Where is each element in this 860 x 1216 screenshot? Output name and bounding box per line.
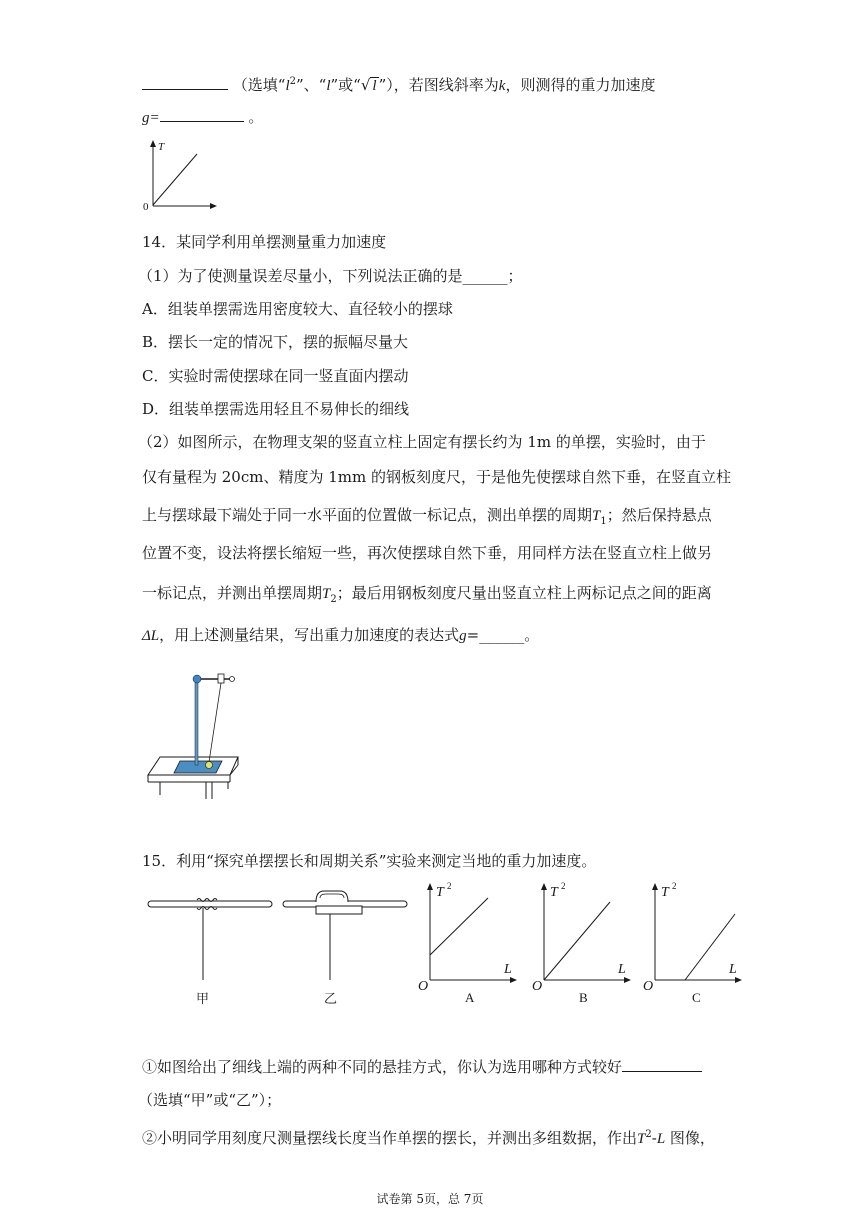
graph-y-label: T <box>158 141 165 153</box>
q14-option-d[interactable]: D．组装单摆需选用轻且不易伸长的细线 <box>142 400 410 418</box>
label-yi: 乙 <box>324 991 338 1006</box>
q14-part2-l6: ΔL，用上述测量结果，写出重力加速度的表达式g=______。 <box>142 626 540 644</box>
svg-text:O: O <box>643 979 654 994</box>
graph-a-label: A <box>465 990 475 1005</box>
graph-a <box>418 880 518 1005</box>
suspension-jia-figure <box>145 895 275 1010</box>
label-jia: 甲 <box>196 991 210 1006</box>
graph-c-label: C <box>692 990 701 1005</box>
q15-part1-l1: ①如图给出了细线上端的两种不同的悬挂方式，你认为选用哪种方式较好 <box>142 1057 702 1077</box>
suspension-yi-figure <box>280 885 410 1010</box>
answer-blank[interactable] <box>142 75 228 90</box>
svg-text:2: 2 <box>672 881 677 891</box>
svg-text:O: O <box>532 979 543 994</box>
q14-part2-l3: 上与摆球最下端处于同一水平面的位置做一标记点，测出单摆的周期$T_1$；然后保持悬点 <box>142 506 712 527</box>
q14-option-c[interactable]: C．实验时需使摆球在同一竖直面内摆动 <box>142 367 409 385</box>
svg-text:T: T <box>436 885 444 900</box>
answer-blank-q15-1[interactable] <box>622 1057 702 1072</box>
q14-option-a[interactable]: A．组装单摆需选用密度较大、直径较小的摆球 <box>142 300 453 318</box>
q14-option-b[interactable]: B．摆长一定的情况下，摆的振幅尽量大 <box>142 333 409 351</box>
svg-text:L: L <box>729 962 737 977</box>
graph-origin: 0 <box>143 201 149 213</box>
answer-blank-g[interactable] <box>160 107 244 122</box>
q14-part2-l5: 一标记点，并测出单摆周期$T_2$；最后用钢板刻度尺量出竖直立柱上两标记点之间的距离 <box>142 584 712 605</box>
q15-part2-l1: ②小明同学用刻度尺测量摆线长度当作单摆的摆长，并测出多组数据，作出$T^2-L$ 图像， <box>142 1129 715 1147</box>
graph-b <box>532 880 632 1005</box>
graph-c <box>643 880 743 1005</box>
q13-line1: （选填“$l^2$”、“l”或“√ l ”），若图线斜率为k，则测得的重力加速度 <box>142 72 655 96</box>
q15-title: 15．利用“探究单摆摆长和周期关系”实验来测定当地的重力加速度。 <box>142 852 597 870</box>
q14-part2-l2: 仅有量程为 20cm、精度为 1mm 的钢板刻度尺，于是他先使摆球自然下垂，在竖直立柱 <box>142 468 732 486</box>
svg-text:L: L <box>504 962 512 977</box>
svg-text:2: 2 <box>561 881 566 891</box>
svg-text:2: 2 <box>447 881 452 891</box>
svg-text:L: L <box>618 962 626 977</box>
q13-graph <box>140 138 230 213</box>
graph-b-label: B <box>579 990 588 1005</box>
svg-text:T: T <box>661 885 669 900</box>
sqrt-symbol: √ <box>360 76 371 94</box>
q14-part2-l1: （2）如图所示，在物理支架的竖直立柱上固定有摆长约为 1m 的单摆，实验时，由于 <box>138 433 706 451</box>
svg-text:T: T <box>550 885 558 900</box>
page-footer: 试卷第 5页，总 7页 <box>376 1192 484 1206</box>
svg-text:O: O <box>418 979 429 994</box>
q14-part2-l4: 位置不变，设法将摆长缩短一些，再次使摆球自然下垂，用同样方法在竖直立柱上做另 <box>142 544 713 562</box>
q14-part1: （1）为了使测量误差尽量小，下列说法正确的是______； <box>138 267 523 285</box>
q14-title: 14．某同学利用单摆测量重力加速度 <box>142 233 387 251</box>
q13-line2: g= 。 <box>142 108 264 126</box>
q15-part1-l2: （选填“甲”或“乙”）； <box>138 1091 282 1109</box>
pendulum-apparatus-figure <box>140 665 250 805</box>
